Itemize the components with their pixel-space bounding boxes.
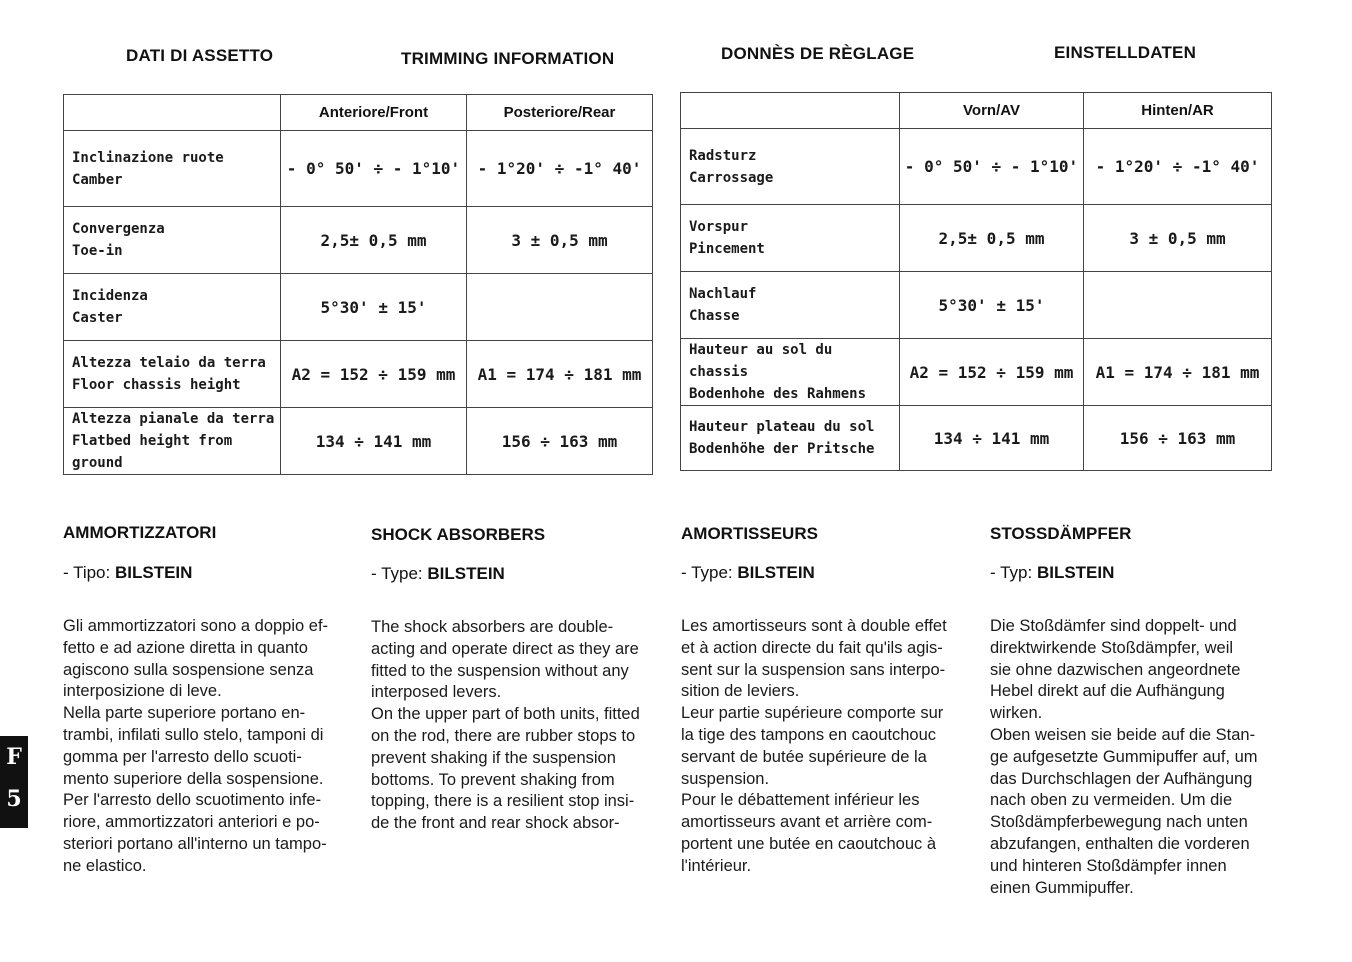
text-line: prevent shaking if the suspension bbox=[371, 748, 616, 767]
front-value: - 0° 50' ÷ - 1°10' bbox=[281, 131, 467, 207]
row-label: Hauteur plateau du sol Bodenhöhe der Pritsche bbox=[681, 406, 900, 471]
rear-value: A1 = 174 ÷ 181 mm bbox=[467, 341, 653, 408]
table-corner bbox=[64, 95, 281, 131]
front-value: A2 = 152 ÷ 159 mm bbox=[281, 341, 467, 408]
text-line: et à action directe du fait qu'ils agis- bbox=[681, 638, 943, 657]
rear-value: 3 ± 0,5 mm bbox=[1084, 205, 1272, 272]
rear-value: 156 ÷ 163 mm bbox=[467, 408, 653, 475]
table-row bbox=[64, 341, 653, 408]
trim-table-it-en bbox=[63, 94, 653, 475]
table-corner bbox=[681, 93, 900, 129]
rear-value: - 1°20' ÷ -1° 40' bbox=[1084, 129, 1272, 205]
table-row bbox=[64, 131, 653, 207]
row-label: Incidenza Caster bbox=[64, 274, 281, 341]
table-row bbox=[64, 274, 653, 341]
front-value: 5°30' ± 15' bbox=[900, 272, 1084, 339]
text-line: de the front and rear shock absor- bbox=[371, 814, 620, 833]
front-value: 2,5± 0,5 mm bbox=[281, 207, 467, 274]
text-line: wirken. bbox=[990, 704, 1043, 723]
text-line: Gli ammortizzatori sono a doppio ef- bbox=[63, 617, 329, 635]
row-label: Altezza telaio da terra Floor chassis height bbox=[64, 341, 281, 408]
text-line: Oben weisen sie beide auf die Stan- bbox=[990, 725, 1256, 744]
text-line: steriori portano all'interno un tampo- bbox=[63, 834, 327, 853]
row-label: Inclinazione ruote Camber bbox=[64, 131, 281, 207]
text-line: l'intérieur. bbox=[681, 856, 752, 875]
row-label: Vorspur Pincement bbox=[681, 205, 900, 272]
text-line: Les amortisseurs sont à double effet bbox=[681, 617, 947, 635]
rear-value: 156 ÷ 163 mm bbox=[1084, 406, 1272, 471]
text-line: bottoms. To prevent shaking from bbox=[371, 770, 615, 789]
text-line: mento superiore della sospensione. bbox=[63, 769, 324, 788]
text-line: riore, ammortizzatori anteriori e po- bbox=[63, 813, 320, 832]
text-line: das Durchschlagen der Aufhängung bbox=[990, 769, 1253, 788]
text-line: suspension. bbox=[681, 769, 770, 788]
col-header-front: Anteriore/Front bbox=[281, 95, 467, 131]
text-line: Leur partie supérieure comporte sur bbox=[681, 704, 944, 723]
text-line: interposed levers. bbox=[371, 683, 502, 702]
text-line: direktwirkende Stoßdämpfer, weil bbox=[990, 638, 1234, 657]
trim-table-fr-de bbox=[680, 92, 1272, 471]
type-line-italian: - Tipo: BILSTEIN bbox=[63, 563, 193, 582]
rear-value: A1 = 174 ÷ 181 mm bbox=[1084, 339, 1272, 406]
row-label: Convergenza Toe-in bbox=[64, 207, 281, 274]
col-header-rear: Hinten/AR bbox=[1084, 93, 1272, 129]
text-line: On the upper part of both units, fitted bbox=[371, 705, 640, 724]
rear-value: - 1°20' ÷ -1° 40' bbox=[467, 131, 653, 207]
text-line: sition de leviers. bbox=[681, 682, 800, 701]
text-line: portent une butée en caoutchouc à bbox=[681, 834, 937, 853]
text-line: Die Stoßdämfer sind doppelt- und bbox=[990, 617, 1237, 635]
front-value: A2 = 152 ÷ 159 mm bbox=[900, 339, 1084, 406]
table-row bbox=[64, 207, 653, 274]
text-line: und hinteren Stoßdämpfer innen bbox=[990, 856, 1227, 875]
text-line: agiscono sulla sospensione senza bbox=[63, 660, 314, 679]
chapter-tab bbox=[0, 736, 28, 828]
text-line: abzufangen, enthalten die vorderen bbox=[990, 834, 1250, 853]
table-row bbox=[681, 339, 1272, 406]
text-line: nach oben zu vermeiden. Um die bbox=[990, 791, 1233, 810]
text-line: servant de butée supérieure de la bbox=[681, 747, 927, 766]
front-value: 5°30' ± 15' bbox=[281, 274, 467, 341]
row-label: Radsturz Carrossage bbox=[681, 129, 900, 205]
table-row bbox=[64, 408, 653, 475]
front-value: 134 ÷ 141 mm bbox=[281, 408, 467, 475]
table-row bbox=[681, 205, 1272, 272]
body-text-french bbox=[681, 616, 964, 878]
section-title-italian: AMMORTIZZATORI bbox=[63, 523, 217, 542]
header-german: EINSTELLDATEN bbox=[1054, 43, 1197, 62]
rear-value: 3 ± 0,5 mm bbox=[467, 207, 653, 274]
text-line: trambi, infilati sullo stelo, tamponi di bbox=[63, 725, 324, 744]
text-line: Nella parte superiore portano en- bbox=[63, 704, 306, 723]
table-row bbox=[681, 129, 1272, 205]
text-line: Stoßdämpferbewegung nach unten bbox=[990, 813, 1248, 832]
header-english: TRIMMING INFORMATION bbox=[401, 49, 615, 68]
section-title-german: STOSSDÄMPFER bbox=[990, 524, 1132, 543]
front-value: 134 ÷ 141 mm bbox=[900, 406, 1084, 471]
rear-value bbox=[1084, 272, 1272, 339]
body-text-italian bbox=[63, 616, 345, 878]
text-line: sie ohne dazwischen angeordnete bbox=[990, 660, 1241, 679]
text-line: Hebel direkt auf die Aufhängung bbox=[990, 682, 1225, 701]
front-value: 2,5± 0,5 mm bbox=[900, 205, 1084, 272]
col-header-front: Vorn/AV bbox=[900, 93, 1084, 129]
row-label: Nachlauf Chasse bbox=[681, 272, 900, 339]
col-header-rear: Posteriore/Rear bbox=[467, 95, 653, 131]
section-title-english: SHOCK ABSORBERS bbox=[371, 525, 546, 544]
text-line: ge aufgesetzte Gummipuffer auf, um bbox=[990, 747, 1258, 766]
type-line-german: - Typ: BILSTEIN bbox=[990, 563, 1115, 582]
table-row bbox=[681, 406, 1272, 471]
text-line: on the rod, there are rubber stops to bbox=[371, 726, 636, 745]
section-title-french: AMORTISSEURS bbox=[681, 524, 818, 543]
text-line: topping, there is a resilient stop insi- bbox=[371, 792, 635, 811]
text-line: gomma per l'arresto dello scuoti- bbox=[63, 747, 302, 766]
text-line: acting and operate direct as they are bbox=[371, 639, 639, 658]
text-line: Pour le débattement inférieur les bbox=[681, 791, 920, 810]
chapter-tab-letter: F bbox=[6, 744, 22, 770]
front-value: - 0° 50' ÷ - 1°10' bbox=[900, 129, 1084, 205]
body-text-german bbox=[990, 616, 1274, 899]
text-line: The shock absorbers are double- bbox=[371, 618, 614, 636]
type-line-french: - Type: BILSTEIN bbox=[681, 563, 815, 582]
text-line: fetto e ad azione diretta in quanto bbox=[63, 638, 308, 657]
text-line: fitted to the suspension without any bbox=[371, 661, 629, 680]
header-italian: DATI DI ASSETTO bbox=[126, 46, 274, 65]
type-line-english: - Type: BILSTEIN bbox=[371, 564, 505, 583]
header-french: DONNÈS DE RÈGLAGE bbox=[721, 44, 915, 63]
text-line: sent sur la suspension sans interpo- bbox=[681, 660, 946, 679]
text-line: ne elastico. bbox=[63, 856, 147, 875]
text-line: einen Gummipuffer. bbox=[990, 878, 1134, 897]
body-text-english bbox=[371, 617, 654, 835]
rear-value bbox=[467, 274, 653, 341]
table-row bbox=[681, 272, 1272, 339]
row-label: Altezza pianale da terra Flatbed height from ground bbox=[64, 408, 281, 475]
text-line: la tige des tampons en caoutchouc bbox=[681, 725, 937, 744]
row-label: Hauteur au sol du chassis Bodenhohe des Rahmens bbox=[681, 339, 900, 406]
text-line: Per l'arresto dello scuotimento infe- bbox=[63, 791, 322, 810]
text-line: amortisseurs avant et arrière com- bbox=[681, 813, 933, 832]
chapter-tab-number: 5 bbox=[6, 786, 22, 812]
text-line: interposizione di leve. bbox=[63, 682, 222, 701]
